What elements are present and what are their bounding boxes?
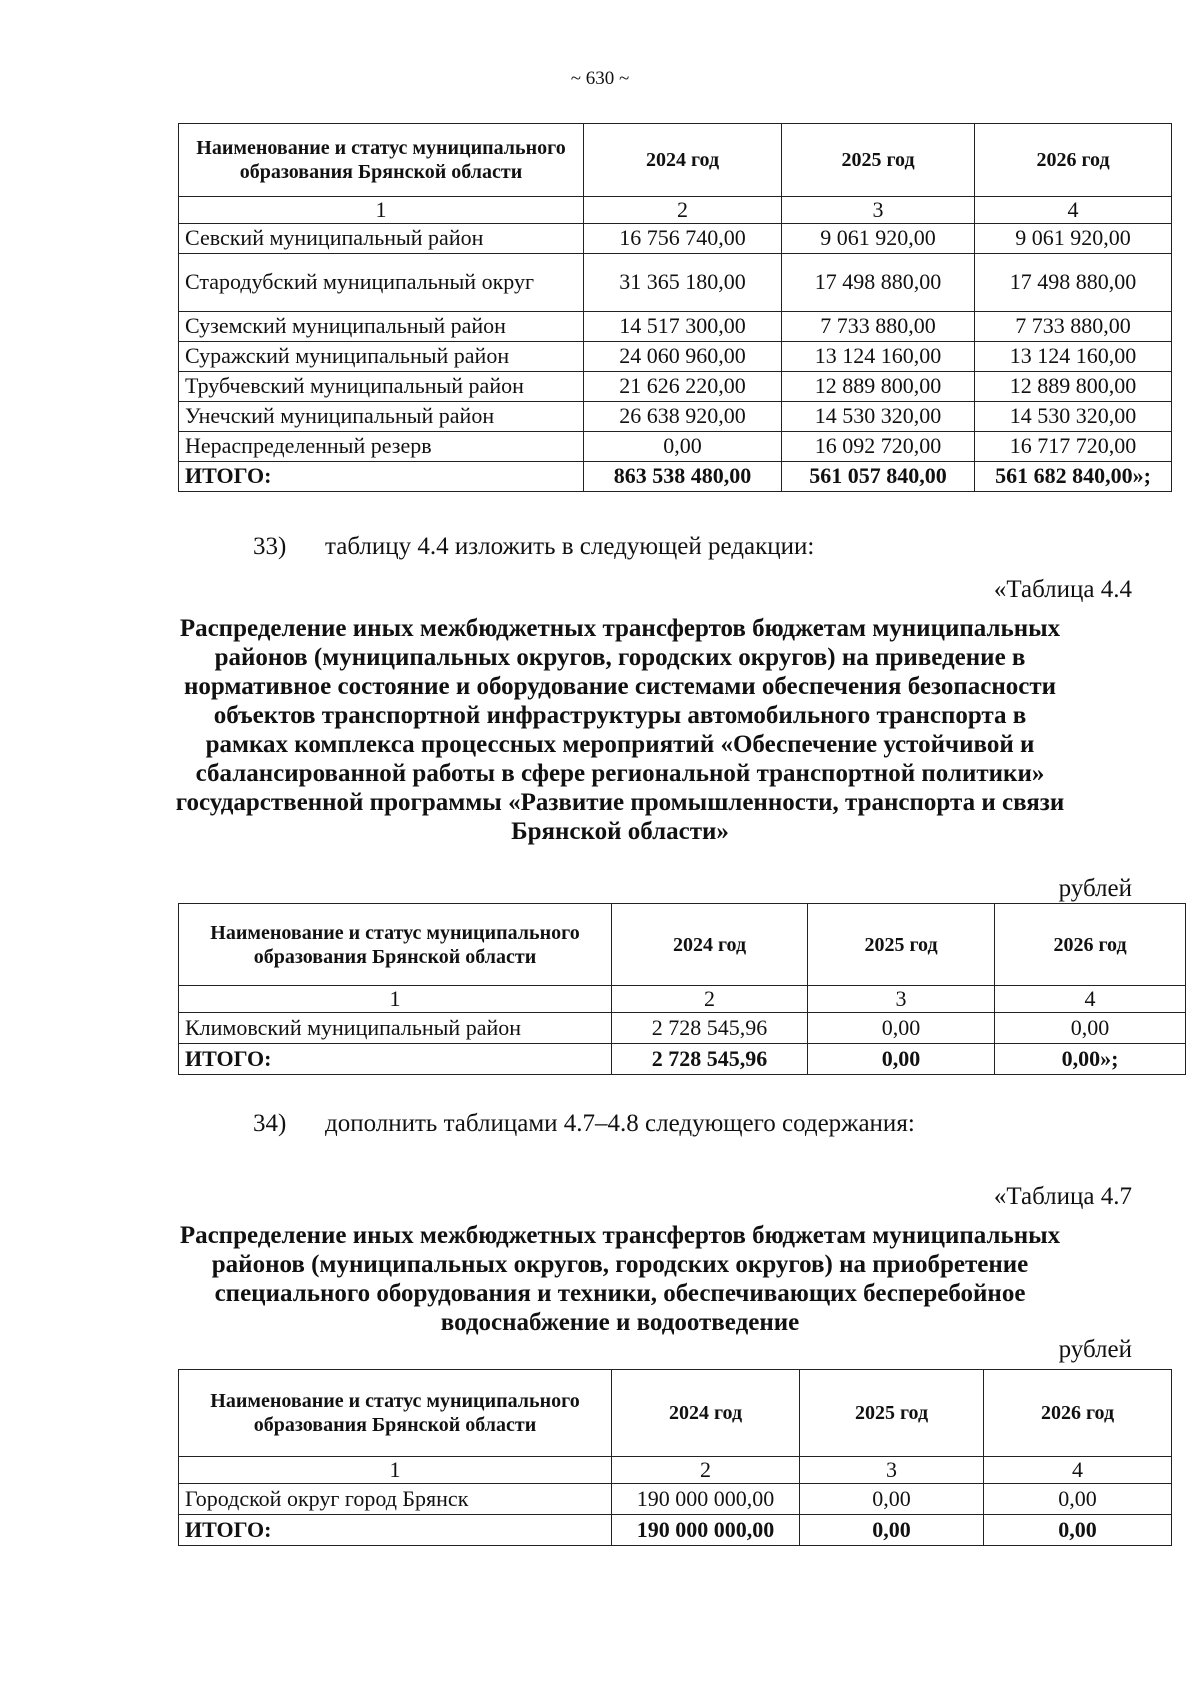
table-row (179, 402, 1172, 432)
table-row (179, 1484, 1172, 1515)
total-2024: 190 000 000,00 (612, 1515, 800, 1546)
row-name: Севский муниципальный район (179, 224, 584, 254)
index-cell: 4 (984, 1457, 1172, 1484)
table-row (179, 372, 1172, 402)
row-value-2024: 21 626 220,00 (584, 372, 782, 402)
row-name: Суражский муниципальный район (179, 342, 584, 372)
index-cell: 1 (179, 197, 584, 224)
total-2024: 2 728 545,96 (612, 1044, 808, 1075)
row-value-2025: 9 061 920,00 (782, 224, 975, 254)
table-row (179, 224, 1172, 254)
row-value-2024: 0,00 (584, 432, 782, 462)
index-row (179, 197, 1172, 224)
header-2025: 2025 год (782, 124, 975, 197)
table-4-7 (178, 1369, 1172, 1546)
row-value-2026: 17 498 880,00 (975, 254, 1172, 312)
row-value-2025: 14 530 320,00 (782, 402, 975, 432)
table-row (179, 432, 1172, 462)
row-value-2026: 7 733 880,00 (975, 312, 1172, 342)
row-value-2025: 0,00 (808, 1013, 995, 1044)
row-value-2025: 0,00 (800, 1484, 984, 1515)
row-name: Городской округ город Брянск (179, 1484, 612, 1515)
header-name: Наименование и статус муниципального образования Брянской области (179, 1370, 612, 1457)
row-value-2024: 24 060 960,00 (584, 342, 782, 372)
table-row (179, 312, 1172, 342)
total-label: ИТОГО: (179, 1515, 612, 1546)
page-number: ~ 630 ~ (570, 68, 630, 89)
table-header-row (179, 124, 1172, 197)
total-2026: 0,00»; (995, 1044, 1186, 1075)
item-number: 34) (253, 1110, 287, 1137)
table-4-4-heading: Распределение иных межбюджетных трансфертов бюджетам муниципальных районов (муниципальных округов, городских округов) на приведение в нормативное состояние и оборудование системами обеспечения безопасности объектов транспортной инфраструктуры автомобильного транспорта в рамках комплекса процессных мероприятий «Обеспечение устойчивой и сбалансированной работы в сфере региональной транспортной политики» государственной программы «Развитие промышленности, транспорта и связи Брянской области» (175, 615, 1065, 845)
total-label: ИТОГО: (179, 462, 584, 492)
index-cell: 3 (782, 197, 975, 224)
item-text: таблицу 4.4 изложить в следующей редакции: (325, 533, 815, 560)
row-value-2026: 0,00 (984, 1484, 1172, 1515)
header-2026: 2026 год (975, 124, 1172, 197)
table-header-row (179, 1370, 1172, 1457)
row-name: Нераспределенный резерв (179, 432, 584, 462)
item-number: 33) (253, 533, 287, 560)
table-4-4 (178, 903, 1186, 1075)
row-value-2026: 12 889 800,00 (975, 372, 1172, 402)
total-label: ИТОГО: (179, 1044, 612, 1075)
index-cell: 1 (179, 986, 612, 1013)
table-4-7-label: «Таблица 4.7 (993, 1183, 1132, 1210)
index-cell: 1 (179, 1457, 612, 1484)
index-cell: 4 (995, 986, 1186, 1013)
total-2025: 0,00 (808, 1044, 995, 1075)
index-cell: 2 (612, 986, 808, 1013)
index-cell: 3 (808, 986, 995, 1013)
index-row (179, 1457, 1172, 1484)
total-row (179, 462, 1172, 492)
row-name: Суземский муниципальный район (179, 312, 584, 342)
header-name: Наименование и статус муниципального образования Брянской области (179, 904, 612, 986)
row-value-2024: 14 517 300,00 (584, 312, 782, 342)
table-row (179, 342, 1172, 372)
index-cell: 2 (612, 1457, 800, 1484)
row-value-2024: 31 365 180,00 (584, 254, 782, 312)
row-value-2024: 190 000 000,00 (612, 1484, 800, 1515)
table-4-4-unit: рублей (1058, 875, 1132, 902)
index-cell: 4 (975, 197, 1172, 224)
index-row (179, 986, 1186, 1013)
item-text: дополнить таблицами 4.7–4.8 следующего содержания: (325, 1110, 915, 1137)
row-value-2026: 0,00 (995, 1013, 1186, 1044)
total-row (179, 1515, 1172, 1546)
table-continuation (178, 123, 1172, 492)
table-row (179, 254, 1172, 312)
total-2024: 863 538 480,00 (584, 462, 782, 492)
row-name: Унечский муниципальный район (179, 402, 584, 432)
header-2024: 2024 год (612, 1370, 800, 1457)
header-name: Наименование и статус муниципального образования Брянской области (179, 124, 584, 197)
total-2025: 561 057 840,00 (782, 462, 975, 492)
row-value-2025: 12 889 800,00 (782, 372, 975, 402)
header-2025: 2025 год (808, 904, 995, 986)
header-2024: 2024 год (584, 124, 782, 197)
row-value-2025: 16 092 720,00 (782, 432, 975, 462)
table-header-row (179, 904, 1186, 986)
header-2024: 2024 год (612, 904, 808, 986)
row-value-2026: 13 124 160,00 (975, 342, 1172, 372)
table-4-7-heading: Распределение иных межбюджетных трансфертов бюджетам муниципальных районов (муниципальных округов, городских округов) на приобретение специального оборудования и техники, обеспечивающих бесперебойное водоснабжение и водоотведение (179, 1222, 1061, 1336)
table-4-4-label: «Таблица 4.4 (993, 576, 1132, 603)
row-value-2025: 13 124 160,00 (782, 342, 975, 372)
row-name: Стародубский муниципальный округ (179, 254, 584, 312)
row-value-2026: 9 061 920,00 (975, 224, 1172, 254)
header-2026: 2026 год (995, 904, 1186, 986)
table-row (179, 1013, 1186, 1044)
row-name: Климовский муниципальный район (179, 1013, 612, 1044)
row-value-2026: 16 717 720,00 (975, 432, 1172, 462)
row-value-2026: 14 530 320,00 (975, 402, 1172, 432)
row-value-2025: 7 733 880,00 (782, 312, 975, 342)
row-value-2024: 16 756 740,00 (584, 224, 782, 254)
row-value-2025: 17 498 880,00 (782, 254, 975, 312)
row-value-2024: 2 728 545,96 (612, 1013, 808, 1044)
header-2026: 2026 год (984, 1370, 1172, 1457)
table-4-7-unit: рублей (1058, 1336, 1132, 1363)
row-name: Трубчевский муниципальный район (179, 372, 584, 402)
total-row (179, 1044, 1186, 1075)
row-value-2024: 26 638 920,00 (584, 402, 782, 432)
header-2025: 2025 год (800, 1370, 984, 1457)
total-2026: 561 682 840,00»; (975, 462, 1172, 492)
total-2026: 0,00 (984, 1515, 1172, 1546)
index-cell: 3 (800, 1457, 984, 1484)
total-2025: 0,00 (800, 1515, 984, 1546)
index-cell: 2 (584, 197, 782, 224)
